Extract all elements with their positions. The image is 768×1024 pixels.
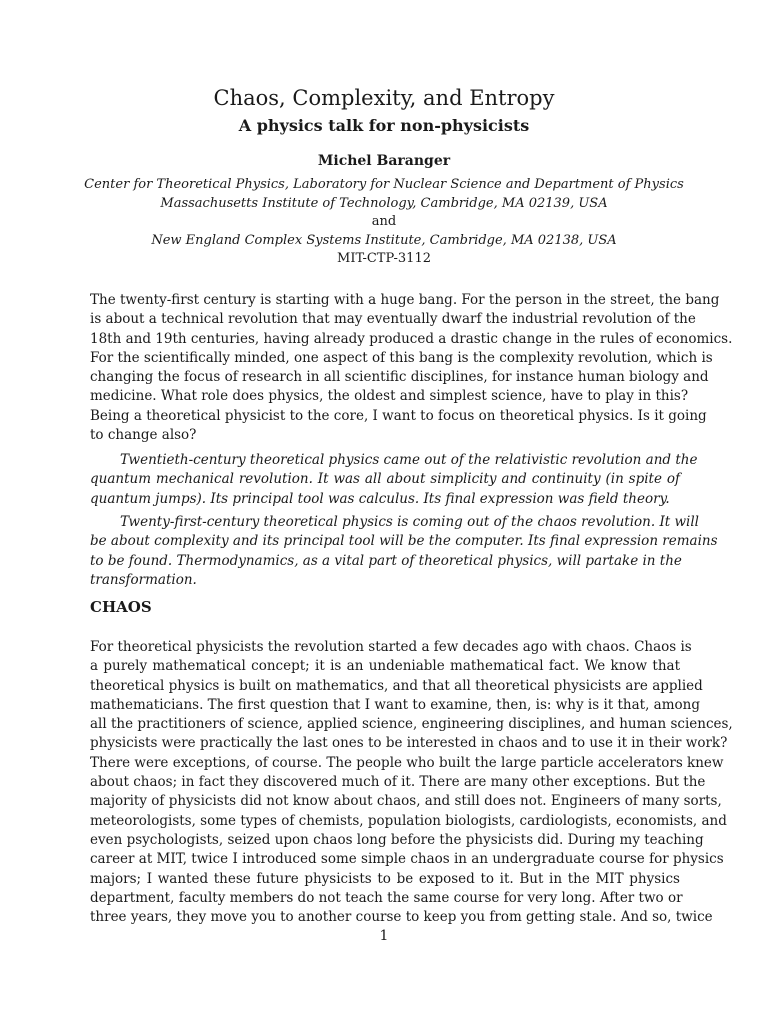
text-line: even psychologists, seized upon chaos long before the physicists did. During my teaching (90, 831, 704, 848)
paper-subtitle: A physics talk for non-physicists (238, 116, 530, 135)
text-line: majors; I wanted these future physicists to be exposed to it. But in the MIT physics (90, 870, 680, 887)
affiliation-block (60, 176, 708, 269)
text-line: department, faculty members do not teach the same course for very long. After two or (90, 889, 683, 906)
affiliation-line-2: Massachusetts Institute of Technology, Cambridge, MA 02139, USA (160, 195, 608, 211)
page-number: 1 (379, 928, 389, 944)
paragraph-twentieth-century (90, 451, 698, 509)
text-line: Twenty-first-century theoretical physics is coming out of the chaos revolution. It will (120, 514, 700, 530)
text-line: majority of physicists did not know about chaos, and still does not. Engineers of many sorts, (90, 793, 722, 810)
text-line: mathematicians. The first question that I want to examine, then, is: why is it that, among (90, 696, 700, 713)
section-heading-chaos: CHAOS (90, 598, 152, 616)
text-line: Twentieth-century theoretical physics came out of the relativistic revolution and the (120, 452, 698, 468)
paper-title: Chaos, Complexity, and Entropy (213, 86, 555, 110)
text-line: three years, they move you to another course to keep you from getting stale. And so, twice (90, 909, 713, 926)
text-line: quantum mechanical revolution. It was all about simplicity and continuity (in spite of (90, 471, 680, 488)
report-number: MIT-CTP-3112 (337, 251, 431, 266)
text-line: For the scientifically minded, one aspect of this bang is the complexity revolution, which is (90, 349, 713, 366)
text-line: theoretical physics is built on mathematics, and that all theoretical physicists are applied (90, 677, 703, 694)
paragraph-twenty-first-century (90, 513, 718, 590)
text-line: 18th and 19th centuries, having already produced a drastic change in the rules of economics. (90, 330, 733, 347)
text-line: The twenty-first century is starting with a huge bang. For the person in the street, the bang (90, 292, 720, 308)
text-line: quantum jumps). Its principal tool was calculus. Its final expression was field theory. (90, 490, 670, 507)
affiliation-line-3: New England Complex Systems Institute, Cambridge, MA 02138, USA (151, 232, 617, 248)
affiliation-and: and (371, 214, 397, 229)
paragraph-intro (90, 291, 733, 445)
text-line: transformation. (90, 571, 197, 588)
text-line: There were exceptions, of course. The people who built the large particle accelerators knew (90, 754, 724, 771)
text-line: to be found. Thermodynamics, as a vital part of theoretical physics, will partake in the (90, 552, 682, 569)
text-line: to change also? (90, 427, 197, 444)
text-line: medicine. What role does physics, the oldest and simplest science, have to play in this? (90, 388, 689, 405)
text-line: Being a theoretical physicist to the core, I want to focus on theoretical physics. Is it going (90, 407, 707, 424)
text-line: career at MIT, twice I introduced some simple chaos in an undergraduate course for physics (90, 851, 724, 868)
text-line: For theoretical physicists the revolution started a few decades ago with chaos. Chaos is (90, 639, 692, 655)
paragraph-chaos (90, 638, 733, 927)
text-line: all the practitioners of science, applied science, engineering disciplines, and human sciences, (90, 716, 733, 733)
text-line: physicists were practically the last ones to be interested in chaos and to use it in their work? (90, 735, 728, 752)
text-line: is about a technical revolution that may eventually dwarf the industrial revolution of the (90, 311, 696, 328)
affiliation-line-1: Center for Theoretical Physics, Laboratory for Nuclear Science and Department of Physics (84, 177, 684, 192)
text-line: about chaos; in fact they discovered much of it. There are many other exceptions. But the (90, 774, 706, 791)
author-name: Michel Baranger (317, 153, 451, 169)
text-line: meteorologists, some types of chemists, population biologists, cardiologists, economists, and (90, 812, 727, 829)
text-line: a purely mathematical concept; it is an undeniable mathematical fact. We know that (90, 658, 680, 675)
text-line: be about complexity and its principal tool will be the computer. Its final expression remains (90, 533, 718, 550)
text-line: changing the focus of research in all scientific disciplines, for instance human biology and (90, 369, 709, 386)
